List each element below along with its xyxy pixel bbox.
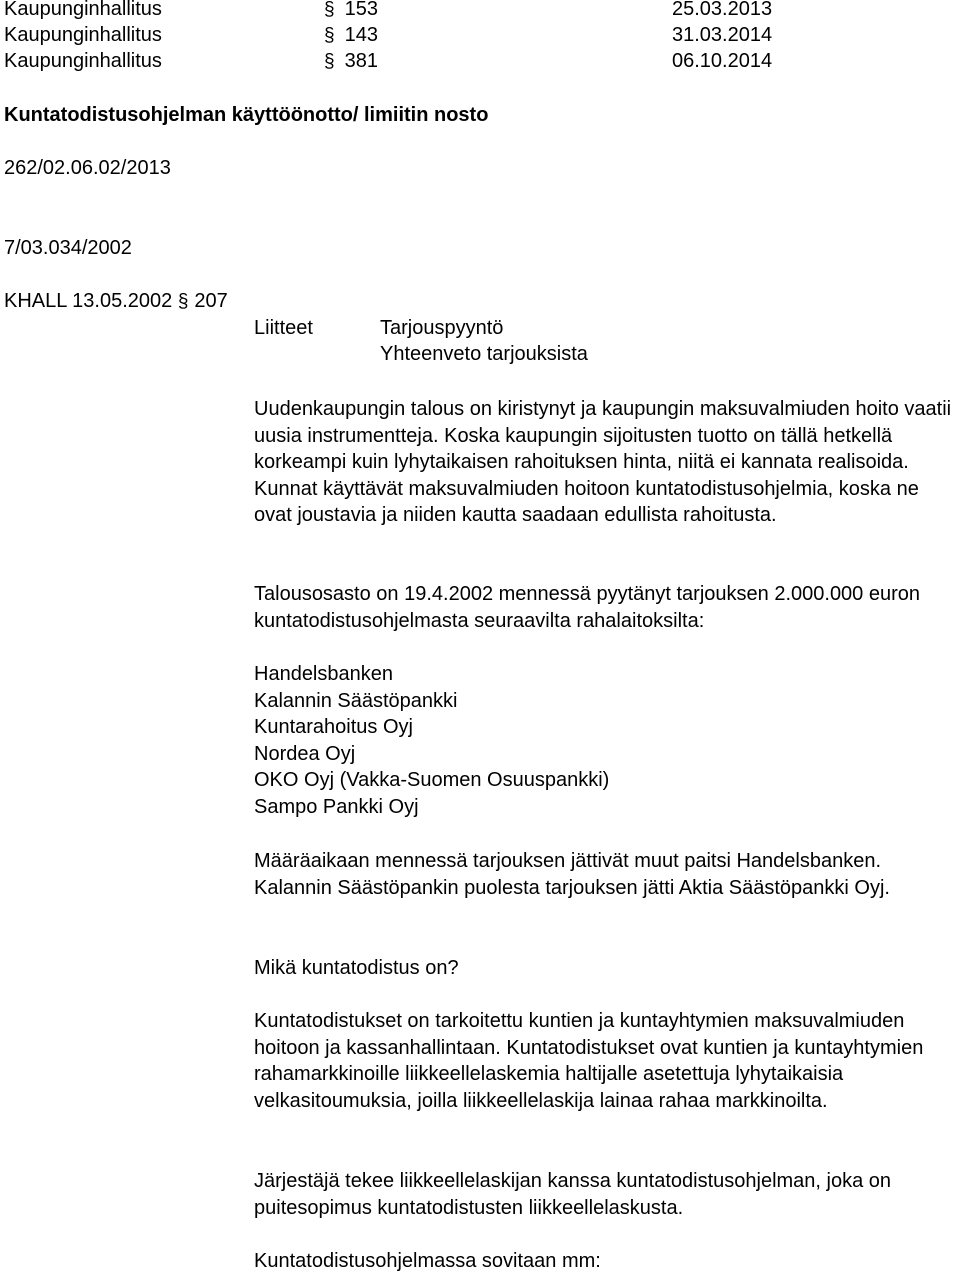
khall-prefix: KHALL 13.05.2002 <box>4 290 173 312</box>
decision-number: 381 <box>344 50 378 72</box>
section-sign-icon: § <box>324 25 335 46</box>
decision-body-1: Kaupunginhallitus <box>4 0 162 20</box>
decision-date-3: 06.10.2014 <box>672 50 773 72</box>
section-sign-icon: § <box>324 51 335 72</box>
attachments-label: Liitteet <box>254 317 313 339</box>
list-item: Sampo Pankki Oyj <box>254 795 419 818</box>
section-sign-icon: § <box>324 0 335 20</box>
decision-section-2 <box>324 22 378 50</box>
paragraph-text: Järjestäjä tekee liikkeellelaskijan kanssa kuntatodistusohjelman, joka on puitesopimus kuntatodistusten liikkeellelaskusta. <box>254 1170 892 1219</box>
paragraph-arranger <box>254 1168 960 1221</box>
list-item: OKO Oyj (Vakka-Suomen Osuuspankki) <box>254 769 610 791</box>
decision-body-2: Kaupunginhallitus <box>4 24 162 46</box>
question-heading <box>254 955 960 982</box>
khall-reference <box>4 288 228 316</box>
paragraph-definition <box>254 1008 960 1114</box>
attachment-item: Tarjouspyyntö <box>380 317 504 339</box>
paragraph-offers <box>254 848 960 901</box>
paragraph-text: Kuntatodistukset on tarkoitettu kuntien ja kuntayhtymien maksuvalmiuden hoitoon ja kassanhallintaan. Kuntatodistukset ovat kuntien ja kuntayhtymien rahamarkkinoille liikkeellelaskemia haltijalle asetettuja lyhytaikaisia velkasitoumuksia, joilla liikkeellelaskija lainaa rahaa markkinoilta. <box>254 1010 924 1112</box>
list-item: Kalannin Säästöpankki <box>254 689 458 712</box>
reference-number-2: 7/03.034/2002 <box>4 237 132 259</box>
document-title: Kuntatodistusohjelman käyttöönotto/ limiitin nosto <box>4 104 489 126</box>
question-text: Mikä kuntatodistus on? <box>254 957 459 979</box>
decision-number: 143 <box>344 24 378 46</box>
paragraph-background <box>254 396 960 529</box>
decision-section-1 <box>324 0 378 24</box>
paragraph-text: Määräaikaan mennessä tarjouksen jättivät muut paitsi Handelsbanken. Kalannin Säästöpankin puolesta tarjouksen jätti Aktia Säästöpankki Oyj. <box>254 850 890 899</box>
paragraph-text: Kuntatodistusohjelmassa sovitaan mm: <box>254 1250 601 1272</box>
list-item: Kuntarahoitus Oyj <box>254 716 413 738</box>
list-item: Nordea Oyj <box>254 742 356 765</box>
decision-body-3: Kaupunginhallitus <box>4 50 162 72</box>
decision-section-3 <box>324 48 378 76</box>
paragraph-agreement <box>254 1248 960 1275</box>
decision-date-2: 31.03.2014 <box>672 24 773 46</box>
bank-list <box>254 661 960 820</box>
paragraph-text: Uudenkaupungin talous on kiristynyt ja kaupungin maksuvalmiuden hoito vaatii uusia instrumentteja. Koska kaupungin sijoitusten tuotto on tällä hetkellä korkeampi kuin lyhytaikaisen rahoituksen hinta, niitä ei kannata realisoida. Kunnat käyttävät maksuvalmiuden hoitoon kuntatodistusohjelmia, koska ne ovat joustavia ja niiden kautta saadaan edullista rahoitusta. <box>254 398 952 526</box>
decision-date-1: 25.03.2013 <box>672 0 773 20</box>
paragraph-text: Talousosasto on 19.4.2002 mennessä pyytänyt tarjouksen 2.000.000 euron kuntatodistusohjelmasta seuraavilta rahalaitoksilta: <box>254 583 921 632</box>
list-item: Handelsbanken <box>254 663 393 685</box>
section-sign-icon: § <box>177 291 189 312</box>
khall-number: 207 <box>194 290 228 312</box>
reference-number-1: 262/02.06.02/2013 <box>4 157 171 179</box>
paragraph-request <box>254 581 960 634</box>
attachment-item: Yhteenveto tarjouksista <box>380 343 588 365</box>
decision-number: 153 <box>344 0 378 20</box>
